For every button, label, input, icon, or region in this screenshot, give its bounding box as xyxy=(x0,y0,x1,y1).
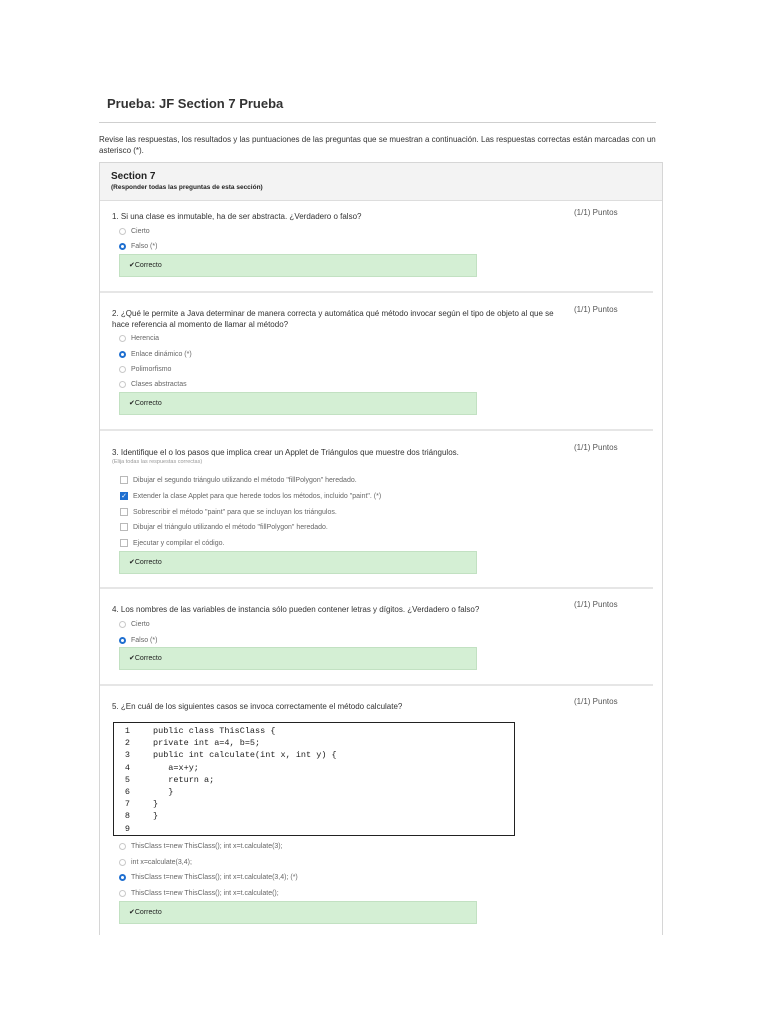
question-1-option-1[interactable] xyxy=(119,225,150,237)
radio-button[interactable] xyxy=(119,621,126,628)
question-4-text: 4. Los nombres de las variables de instancia sólo pueden contener letras y dígitos. ¿Verdadero o falso? xyxy=(112,605,480,614)
radio-button[interactable] xyxy=(119,843,126,850)
option-label: Dibujar el segundo triángulo utilizando el método "fillPolygon" heredado. xyxy=(133,476,357,484)
code-line: 8 } xyxy=(124,811,159,822)
question-divider xyxy=(100,684,653,686)
title-divider xyxy=(99,122,656,123)
question-divider xyxy=(100,291,653,293)
question-1-text: 1. Si una clase es inmutable, ha de ser abstracta. ¿Verdadero o falso? xyxy=(112,212,362,221)
option-label: Clases abstractas xyxy=(131,380,187,388)
section-title: Section 7 xyxy=(111,171,156,182)
option-label: Enlace dinámico (*) xyxy=(131,350,192,358)
radio-button-selected[interactable] xyxy=(119,637,126,644)
question-2-option-1[interactable] xyxy=(119,332,159,344)
radio-button-selected[interactable] xyxy=(119,351,126,358)
question-2-option-3[interactable] xyxy=(119,363,171,375)
question-2-option-2[interactable] xyxy=(119,348,192,360)
checkbox-checked[interactable]: ✓ xyxy=(121,493,127,500)
option-label: Ejecutar y compilar el código. xyxy=(133,539,225,547)
question-3-score: (1/1) Puntos xyxy=(574,443,618,452)
question-1-score: (1/1) Puntos xyxy=(574,208,618,217)
question-5-option-3[interactable] xyxy=(119,871,298,883)
radio-button[interactable] xyxy=(119,366,126,373)
code-line: 2 private int a=4, b=5; xyxy=(124,738,261,749)
code-line: 1 public class ThisClass { xyxy=(124,726,276,736)
question-4-score: (1/1) Puntos xyxy=(574,600,618,609)
question-5-option-4[interactable] xyxy=(119,887,279,899)
question-2-option-4[interactable] xyxy=(119,378,187,390)
question-5-option-1[interactable] xyxy=(119,840,283,852)
option-label: ThisClass t=new ThisClass(); int x=t.calculate(3); xyxy=(131,842,283,850)
page-title: Prueba: JF Section 7 Prueba xyxy=(107,96,284,111)
question-3-option-1[interactable] xyxy=(119,474,357,486)
radio-button[interactable] xyxy=(119,335,126,342)
option-label: Cierto xyxy=(131,620,150,628)
option-label: ThisClass t=new ThisClass(); int x=t.calculate(3,4); (*) xyxy=(131,873,298,881)
question-divider xyxy=(100,429,653,431)
code-line: 7 } xyxy=(124,799,159,810)
code-line: 9 xyxy=(124,823,130,834)
question-3-text: 3. Identifique el o los pasos que implica crear un Applet de Triángulos que muestre dos triángulos. xyxy=(112,448,459,457)
question-3-option-3[interactable] xyxy=(119,506,337,518)
checkbox[interactable] xyxy=(120,523,128,531)
section-subtitle: (Responder todas las preguntas de esta sección) xyxy=(111,184,263,191)
option-label: int x=calculate(3,4); xyxy=(131,858,192,866)
question-3-instructions: (Elija todas las respuestas correctas) xyxy=(112,459,203,465)
option-label: ThisClass t=new ThisClass(); int x=t.calculate(); xyxy=(131,889,279,897)
question-3-option-4[interactable] xyxy=(119,521,328,533)
question-2-text: 2. ¿Qué le permite a Java determinar de manera correcta y automática qué método invocar según el tipo de objeto al que se hace referencia al momento de llamar al método? xyxy=(112,309,554,329)
code-line: 4 a=x+y; xyxy=(124,762,199,773)
option-label: Falso (*) xyxy=(131,636,158,644)
question-5-feedback: ✔Correcto xyxy=(119,901,477,924)
radio-button[interactable] xyxy=(119,859,126,866)
option-label: Dibujar el triángulo utilizando el método "fillPolygon" heredado. xyxy=(133,523,328,531)
question-4-option-1[interactable] xyxy=(119,618,150,630)
radio-button[interactable] xyxy=(119,381,126,388)
section-header xyxy=(100,163,662,201)
question-4-option-2[interactable] xyxy=(119,634,157,646)
checkbox[interactable] xyxy=(120,476,128,484)
question-1-option-2[interactable] xyxy=(119,240,157,252)
question-3-feedback: ✔Correcto xyxy=(119,551,477,574)
option-label: Cierto xyxy=(131,227,150,235)
checkbox[interactable] xyxy=(120,539,128,547)
radio-button[interactable] xyxy=(119,890,126,897)
option-label: Falso (*) xyxy=(131,242,158,250)
code-line: 3 public int calculate(int x, int y) { xyxy=(124,750,337,761)
option-label: Polimorfismo xyxy=(131,365,172,373)
code-line: 5 return a; xyxy=(124,774,215,785)
question-5-text: 5. ¿En cuál de los siguientes casos se invoca correctamente el método calculate? xyxy=(112,702,403,711)
code-snippet xyxy=(113,722,515,836)
question-1-feedback: ✔Correcto xyxy=(119,254,477,277)
question-5-option-2[interactable] xyxy=(119,856,192,868)
option-label: Extender la clase Applet para que herede todos los métodos, incluido "paint". (*) xyxy=(133,492,382,500)
question-2-score: (1/1) Puntos xyxy=(574,305,618,314)
radio-button-selected[interactable] xyxy=(119,243,126,250)
question-divider xyxy=(100,587,653,589)
radio-button-selected[interactable] xyxy=(119,874,126,881)
question-4-feedback: ✔Correcto xyxy=(119,647,477,670)
intro-text: Revise las respuestas, los resultados y las puntuaciones de las preguntas que se muestran a continuación. Las respuestas correctas están marcadas con un asterisco (*). xyxy=(99,135,656,155)
checkbox[interactable] xyxy=(120,508,128,516)
question-3-option-2[interactable] xyxy=(119,490,381,502)
question-3-option-5[interactable] xyxy=(119,537,224,549)
code-line: 6 } xyxy=(124,786,174,797)
section-panel xyxy=(99,162,663,935)
question-2-feedback: ✔Correcto xyxy=(119,392,477,415)
option-label: Herencia xyxy=(131,334,160,342)
option-label: Sobrescribir el método "paint" para que se incluyan los triángulos. xyxy=(133,508,337,516)
radio-button[interactable] xyxy=(119,228,126,235)
question-5-score: (1/1) Puntos xyxy=(574,697,618,706)
